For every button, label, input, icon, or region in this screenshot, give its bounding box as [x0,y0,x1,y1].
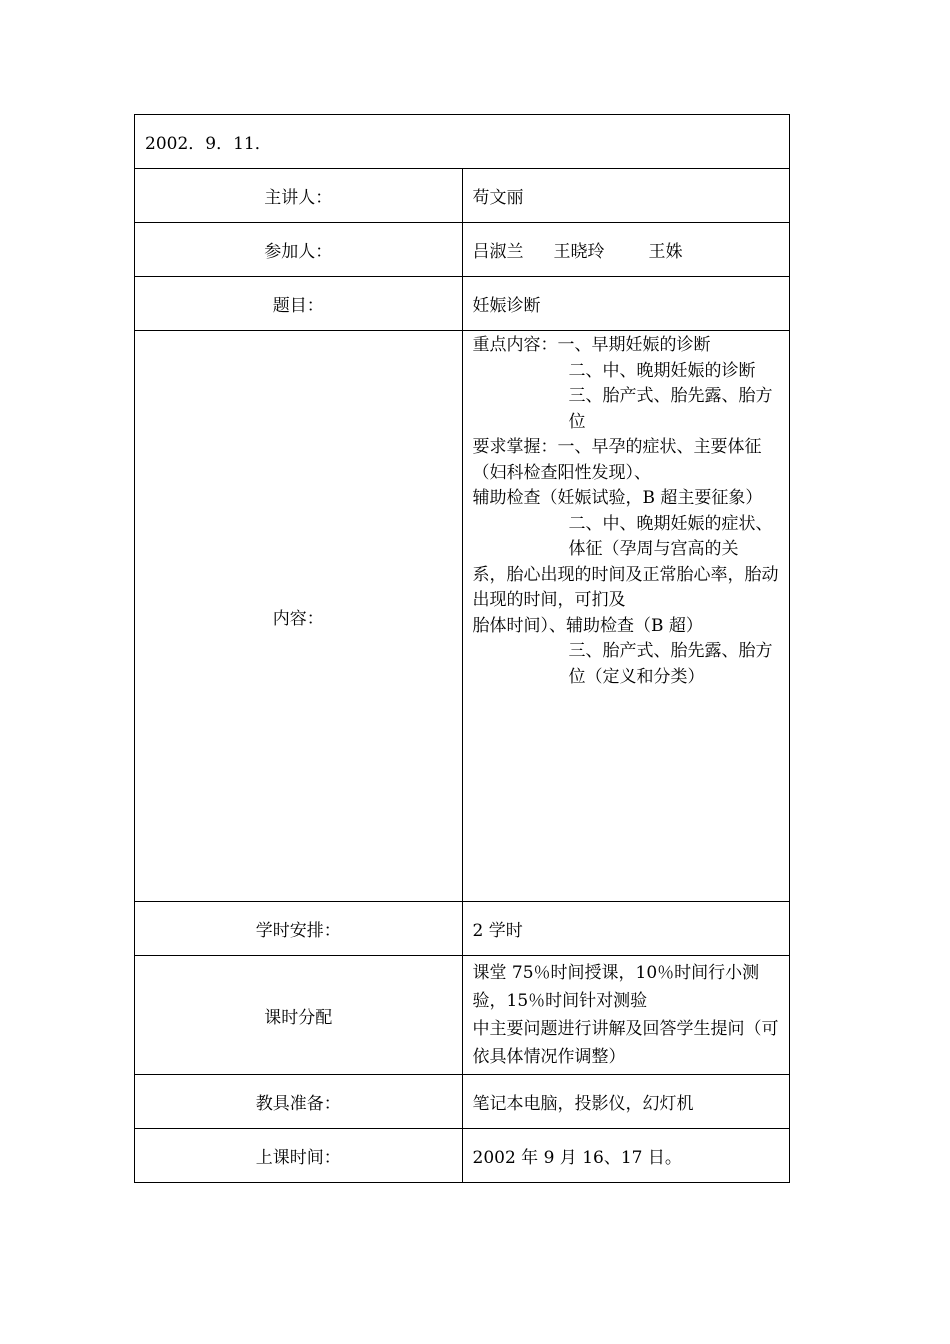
content-line: 胎体时间）、辅助检查（B 超） [472,615,703,636]
equipment-value: 笔记本电脑，投影仪，幻灯机 [462,1075,790,1129]
class-time-row [135,1129,790,1183]
content-line: 辅助检查（妊娠试验，B 超主要征象） [472,488,763,508]
allocation-line: 中主要问题进行讲解及回答学生提问（可依具体情况作调整） [472,1019,779,1067]
participants-label: 参加人： [135,223,463,277]
topic-value: 妊娠诊断 [462,277,790,331]
class-time-label: 上课时间： [135,1129,463,1183]
date-row [135,115,790,169]
content-line: 系，胎心出现的时间及正常胎心率，胎动出现的时间，可扪及 [472,564,779,610]
participants-value [462,223,790,277]
topic-label: 题目： [135,277,463,331]
equipment-label: 教具准备： [135,1075,463,1129]
allocation-line: 课堂 75％时间授课，10％时间行小测验，15％时间针对测验 [472,963,760,1011]
content-value [462,331,790,902]
hours-value: 2 学时 [462,902,790,956]
date-cell: 2002．9．11． [135,115,790,169]
content-line: 三、胎产式、胎先露、胎方位 [568,386,773,432]
content-row [135,331,790,902]
content-label: 内容： [135,331,463,902]
content-line: 二、中、晚期妊娠的诊断 [568,360,756,381]
topic-row [135,277,790,331]
class-time-value: 2002 年 9 月 16、17 日。 [462,1129,790,1183]
content-line: 要求掌握：一、早孕的症状、主要体征（妇科检查阳性发现）、 [472,437,762,483]
lecturer-value: 苟文丽 [462,169,790,223]
hours-label: 学时安排： [135,902,463,956]
content-line: 重点内容：一、早期妊娠的诊断 [472,335,711,355]
allocation-label: 课时分配 [135,956,463,1075]
content-line: 二、中、晚期妊娠的症状、体征（孕周与宫高的关 [568,513,773,559]
participant-name: 王姝 [648,242,683,262]
content-line: 三、胎产式、胎先露、胎方位（定义和分类） [568,641,773,687]
participant-name: 王晓玲 [553,242,605,262]
participants-row [135,223,790,277]
participant-name: 吕淑兰 [472,242,524,262]
equipment-row [135,1075,790,1129]
allocation-value [462,956,790,1075]
lesson-plan-sheet [134,114,790,1183]
allocation-row [135,956,790,1075]
lecturer-row [135,169,790,223]
hours-row [135,902,790,956]
lesson-plan-table [134,114,790,1183]
lecturer-label: 主讲人： [135,169,463,223]
